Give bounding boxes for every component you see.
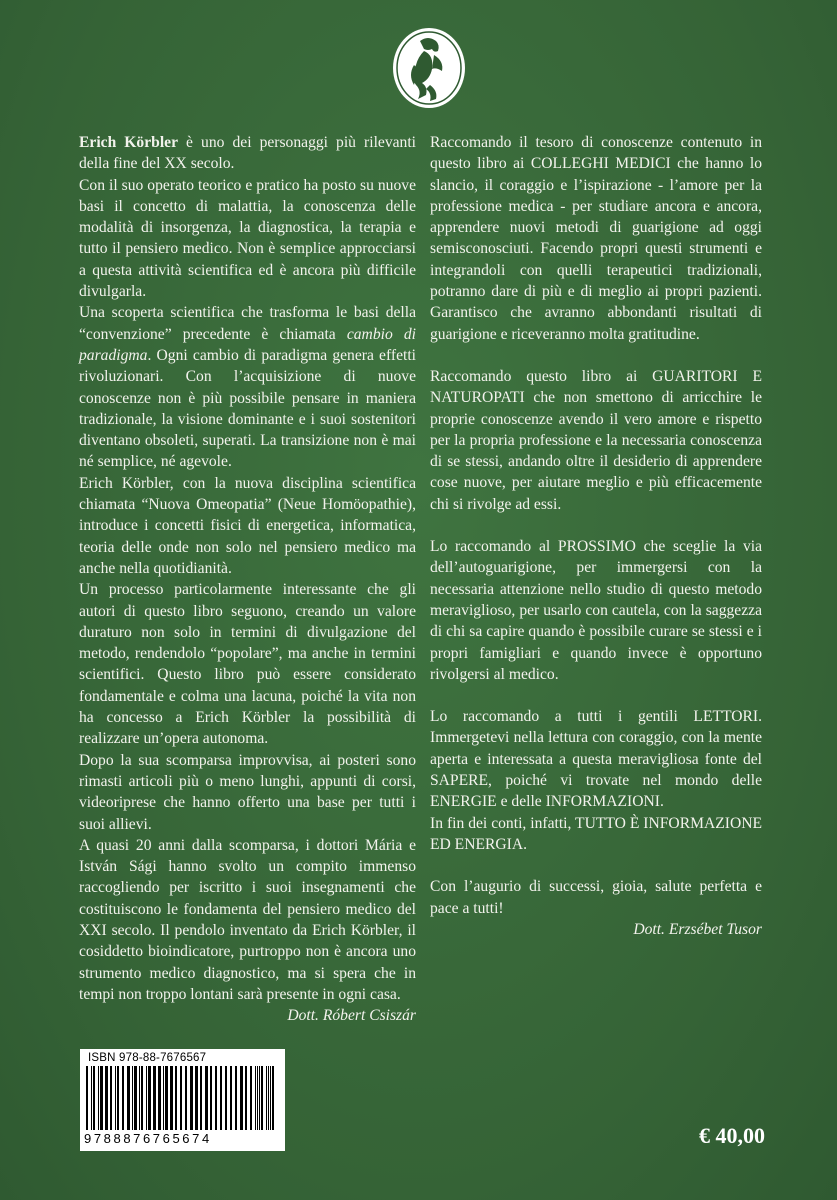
left-paragraph bbox=[79, 132, 416, 175]
italic-term: cambio di paradigma bbox=[79, 325, 416, 364]
left-paragraph bbox=[79, 302, 416, 472]
right-paragraph: Raccomando questo libro ai GUARITORI E NATUROPATI che non smettono di arricchire le proprie conoscenze avendo il vero amore e rispetto per la propria professione e la necessaria conoscenza di se stessi, andando oltre il desiderio di apprendere cose nuove, per aiutare meglio e più efficacemente chi si rivolge ad essi. bbox=[430, 367, 762, 513]
left-paragraph-text: . Ogni cambio di paradigma genera effetti rivoluzionari. Con l’acquisizione di nuove conoscenze non è più possibile pensare in maniera tradizionale, la visione dominante e i suoi sostenitori diventano obsoleti, superati. La transizione non è mai né semplice, né agevole. bbox=[79, 346, 416, 471]
right-signature: Dott. Erzsébet Tusor bbox=[633, 920, 762, 938]
isbn-digits: 9788876765674 bbox=[84, 1131, 212, 1146]
right-paragraph: Lo raccomando a tutti i gentili LETTORI. Immergetevi nella lettura con coraggio, con la mente aperta e interessata a questa meravigliosa fonte del SAPERE, poiché vi trovate nel mondo delle ENERGIE e delle INFORMAZIONI. bbox=[430, 708, 762, 811]
left-paragraph: A quasi 20 anni dalla scomparsa, i dottori Mária e István Sági hanno svolto un compito immenso raccogliendo per iscritto i suoi insegnamenti che costituiscono le fondamenta del pensiero medico del XXI secolo. Il pendolo inventato da Erich Körbler, il cosiddetto bioindicatore, purtroppo non è ancora uno strumento medico diagnostico, ma si spera che in tempi non troppo lontani sarà presente in ogni casa. bbox=[79, 836, 416, 1003]
publisher-medallion-icon bbox=[390, 25, 468, 111]
left-signature: Dott. Róbert Csiszár bbox=[287, 1007, 416, 1025]
left-paragraph-text: è uno dei personaggi più rilevanti della fine del XX secolo. bbox=[79, 134, 416, 173]
right-paragraph: In fin dei conti, infatti, TUTTO È INFORMAZIONE ED ENERGIA. bbox=[430, 814, 762, 853]
left-paragraph-text: Una scoperta scientifica che trasforma le basi della “convenzione” precedente è chiamata bbox=[79, 304, 416, 343]
left-text-column bbox=[79, 132, 416, 1026]
left-paragraph: Un processo particolarmente interessante che gli autori di questo libro seguono, creando un valore duraturo non solo in termini di divulgazione del metodo, rendendolo “popolare”, ma anche in termini scientifici. Questo libro può essere considerato fondamentale e colma una lacuna, poiché la vita non ha concesso a Erich Körbler la possibilità di realizzare un’opera autonoma. bbox=[79, 581, 416, 748]
author-name: Erich Körbler bbox=[79, 134, 178, 151]
left-paragraph: Erich Körbler, con la nuova disciplina scientifica chiamata “Nuova Omeopatia” (Neue Homöopathie), introduce i concetti fisici di energetica, informatica, teoria delle onde non solo nel pensiero medico ma anche nella quotidianità. bbox=[79, 474, 416, 577]
isbn-barcode bbox=[80, 1049, 285, 1151]
barcode-bars-icon bbox=[84, 1066, 281, 1130]
right-paragraph: Con l’augurio di successi, gioia, salute perfetta e pace a tutti! bbox=[430, 878, 762, 917]
right-paragraph: Lo raccomando al PROSSIMO che sceglie la via dell’autoguarigione, per immergersi con la necessaria attenzione nello studio di questo metodo meraviglioso, per usarlo con cautela, con la saggezza di chi sa capire quando è possibile curare se stessi e i propri famigliari e quando invece è opportuno rivolgersi al medico. bbox=[430, 538, 762, 683]
left-paragraph: Con il suo operato teorico e pratico ha posto su nuove basi il concetto di malattia, la conoscenza delle modalità di insorgenza, la diagnostica, la terapia e tutto il pensiero medico. Non è semplice approcciarsi a questa attività scientifica ed è ancora più difficile divulgarla. bbox=[79, 176, 416, 301]
price-label: € 40,00 bbox=[699, 1123, 765, 1148]
right-paragraph: Raccomando il tesoro di conoscenze contenuto in questo libro ai COLLEGHI MEDICI che hanno lo slancio, il coraggio e l’ispirazione - l’amore per la professione medica - per studiare ancora e ancora, apprendere nuovi metodi di guarigione ad oggi semisconosciuti. Facendo propri questi strumenti e integrandoli con quelli terapeutici tradizionali, potranno dare di più e di meglio ai propri pazienti. Garantisco che avranno abbondanti risultati di guarigione e riceveranno molta gratitudine. bbox=[430, 134, 762, 343]
right-text-column bbox=[430, 132, 762, 940]
left-paragraph: Dopo la sua scomparsa improvvisa, ai posteri sono rimasti articoli più o meno lunghi, appunti di corsi, videoriprese che hanno offerto una base per tutti i suoi allievi. bbox=[79, 751, 416, 833]
isbn-label: ISBN 978-88-7676567 bbox=[88, 1052, 207, 1064]
